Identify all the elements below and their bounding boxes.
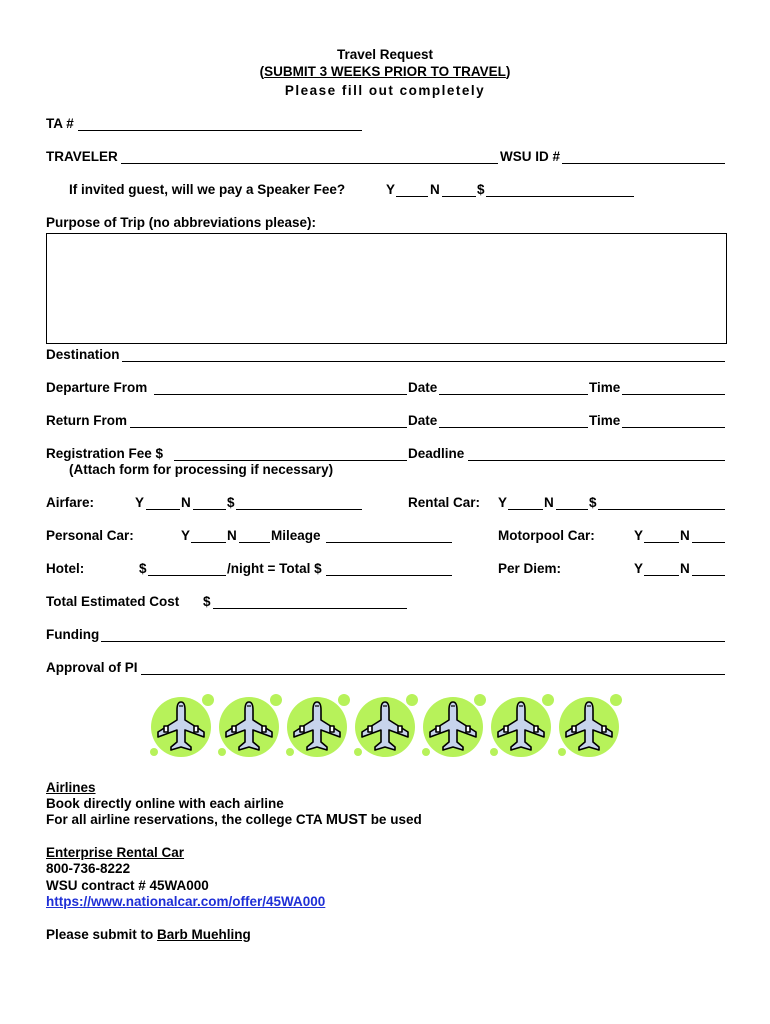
guest-n-field[interactable] <box>442 196 476 197</box>
return-time-field[interactable] <box>622 427 725 428</box>
airlines-line-2-start: For all airline reservations, the college CTA <box>46 812 326 827</box>
per-diem-y-label: Y <box>634 561 644 576</box>
departure-label: Departure From <box>46 380 148 395</box>
hotel-nightly-field[interactable] <box>148 575 226 576</box>
total-cost-dollar-label: $ <box>203 594 211 609</box>
departure-time-label: Time <box>589 380 621 395</box>
return-date-field[interactable] <box>439 427 588 428</box>
deadline-field[interactable] <box>468 460 725 461</box>
airlines-line-1: Book directly online with each airline <box>46 796 284 811</box>
airlines-heading: Airlines <box>46 780 96 795</box>
rental-car-label: Rental Car: <box>408 495 481 510</box>
destination-field[interactable] <box>122 361 725 362</box>
rental-phone: 800-736-8222 <box>46 861 131 876</box>
airfare-label: Airfare: <box>46 495 95 510</box>
instruction: Please fill out completely <box>284 83 486 98</box>
airlines-must: MUST <box>325 812 367 828</box>
ta-field[interactable] <box>78 130 362 131</box>
approval-field[interactable] <box>141 674 725 675</box>
total-cost-label: Total Estimated Cost <box>46 594 180 609</box>
submit-to-name: Barb Muehling <box>157 927 251 942</box>
motorpool-n-label: N <box>680 528 690 543</box>
guest-n-label: N <box>430 182 440 197</box>
personal-y-field[interactable] <box>191 542 226 543</box>
airfare-n-label: N <box>181 495 191 510</box>
purpose-textarea[interactable] <box>46 233 727 344</box>
airfare-n-field[interactable] <box>193 509 226 510</box>
registration-fee-label: Registration Fee $ <box>46 446 164 461</box>
departure-date-field[interactable] <box>439 394 588 395</box>
guest-dollar-label: $ <box>477 182 485 197</box>
submit-to <box>46 927 251 943</box>
rental-link[interactable]: https://www.nationalcar.com/offer/45WA000 <box>46 894 326 909</box>
personal-n-field[interactable] <box>239 542 270 543</box>
airfare-y-field[interactable] <box>146 509 180 510</box>
personal-n-label: N <box>227 528 237 543</box>
return-date-label: Date <box>408 413 438 428</box>
registration-fee-field[interactable] <box>174 460 407 461</box>
approval-label: Approval of PI <box>46 660 138 675</box>
rental-n-field[interactable] <box>556 509 588 510</box>
deadline-label: Deadline <box>408 446 465 461</box>
departure-date-label: Date <box>408 380 438 395</box>
airlines-line-2-end: be used <box>366 812 422 827</box>
airplane-icon <box>554 690 624 760</box>
submit-note: (SUBMIT 3 WEEKS PRIOR TO TRAVEL) <box>259 64 511 79</box>
guest-amount-field[interactable] <box>486 196 634 197</box>
hotel-per-night-label: /night = Total $ <box>227 561 322 576</box>
departure-time-field[interactable] <box>622 394 725 395</box>
hotel-label: Hotel: <box>46 561 85 576</box>
mileage-label: Mileage <box>271 528 321 543</box>
submit-note-text: SUBMIT 3 WEEKS PRIOR TO TRAVEL <box>264 64 506 79</box>
airfare-dollar-label: $ <box>227 495 235 510</box>
airplane-icon <box>418 690 488 760</box>
return-time-label: Time <box>589 413 621 428</box>
departure-field[interactable] <box>154 394 407 395</box>
wsu-id-field[interactable] <box>562 163 725 164</box>
motorpool-car-label: Motorpool Car: <box>498 528 595 543</box>
form-title: Travel Request <box>336 47 434 62</box>
rental-n-label: N <box>544 495 554 510</box>
airplane-icon <box>146 690 216 760</box>
airplane-icon <box>486 690 556 760</box>
wsu-id-label: WSU ID # <box>500 149 561 164</box>
destination-label: Destination <box>46 347 120 362</box>
airplane-icon <box>282 690 352 760</box>
airfare-y-label: Y <box>135 495 145 510</box>
personal-y-label: Y <box>181 528 191 543</box>
guest-y-field[interactable] <box>396 196 428 197</box>
submit-to-text: Please submit to <box>46 927 158 942</box>
rental-y-label: Y <box>498 495 508 510</box>
motorpool-y-label: Y <box>634 528 644 543</box>
hotel-total-field[interactable] <box>326 575 452 576</box>
purpose-label: Purpose of Trip (no abbreviations please): <box>46 215 317 230</box>
funding-label: Funding <box>46 627 100 642</box>
total-cost-field[interactable] <box>213 608 407 609</box>
traveler-field[interactable] <box>121 163 498 164</box>
return-field[interactable] <box>130 427 407 428</box>
rental-amount-field[interactable] <box>598 509 725 510</box>
rental-dollar-label: $ <box>589 495 597 510</box>
airfare-amount-field[interactable] <box>236 509 362 510</box>
motorpool-y-field[interactable] <box>644 542 679 543</box>
mileage-field[interactable] <box>326 542 452 543</box>
ta-label: TA # <box>46 116 74 131</box>
rental-heading: Enterprise Rental Car <box>46 845 185 860</box>
airplane-icon <box>214 690 284 760</box>
per-diem-y-field[interactable] <box>644 575 679 576</box>
airlines-line-2 <box>46 812 422 828</box>
return-label: Return From <box>46 413 127 428</box>
hotel-dollar-label: $ <box>139 561 147 576</box>
motorpool-n-field[interactable] <box>692 542 725 543</box>
personal-car-label: Personal Car: <box>46 528 134 543</box>
funding-field[interactable] <box>101 641 725 642</box>
guest-y-label: Y <box>386 182 396 197</box>
guest-question: If invited guest, will we pay a Speaker Fee? <box>69 182 346 197</box>
rental-y-field[interactable] <box>508 509 543 510</box>
airplane-icon <box>350 690 420 760</box>
per-diem-n-field[interactable] <box>692 575 725 576</box>
per-diem-label: Per Diem: <box>498 561 562 576</box>
rental-contract: WSU contract # 45WA000 <box>46 878 209 893</box>
attach-note: (Attach form for processing if necessary) <box>69 462 334 477</box>
traveler-label: TRAVELER <box>46 149 118 164</box>
per-diem-n-label: N <box>680 561 690 576</box>
